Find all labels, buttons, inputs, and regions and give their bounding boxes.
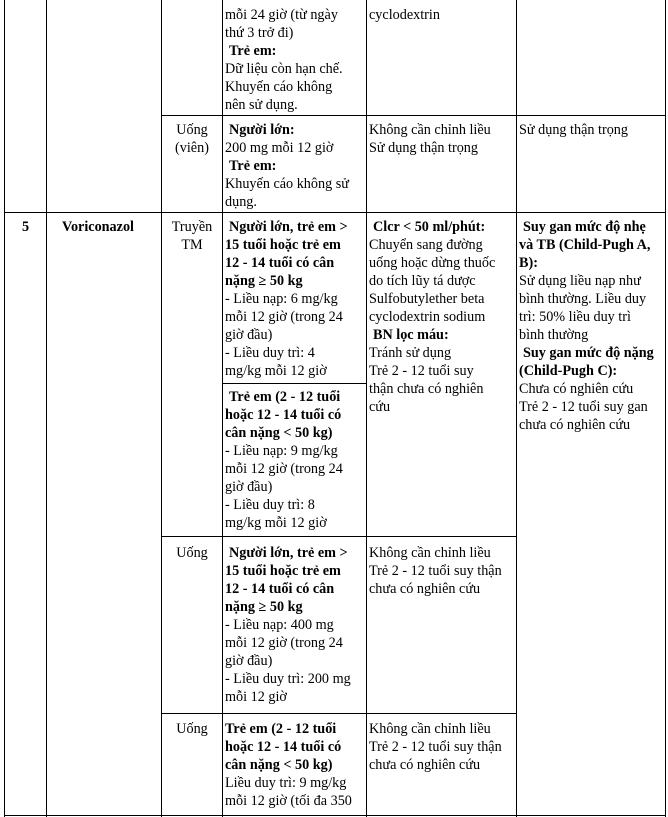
iv-dialysis-text-3: thận chưa có nghiên — [369, 381, 484, 397]
column-divider-4 — [366, 0, 367, 817]
iv-hepatic-cell — [519, 218, 654, 434]
drug-name: Voriconazol — [62, 219, 134, 235]
table-border-right — [665, 0, 666, 817]
prev-renal-cell — [369, 6, 440, 24]
oral-adult-route — [162, 544, 222, 562]
iv-child-text-4: - Liều duy trì: 8 — [225, 497, 315, 513]
oral-adult-label-2: 15 tuổi hoặc trẻ em — [225, 563, 341, 579]
prev-oral-hepatic-cell — [519, 121, 628, 139]
iv-dialysis-text-2: Trẻ 2 - 12 tuổi suy — [369, 363, 474, 379]
oral-adult-label-1: Người lớn, trẻ em > — [229, 545, 348, 561]
iv-route — [162, 218, 222, 254]
prev-oral-child-line-2: dụng. — [225, 194, 257, 210]
prev-oral-renal-line-2: Sử dụng thận trọng — [369, 140, 478, 156]
hep-mild-text-3: trì: 50% liều duy trì — [519, 309, 631, 325]
iv-child-text-2: mỗi 12 giờ (trong 24 — [225, 461, 343, 477]
drug-name-cell — [62, 218, 134, 236]
oral-adult-text-4: - Liều duy trì: 200 mg — [225, 671, 351, 687]
hep-mild-label-3: B): — [519, 255, 538, 271]
hep-severe-label-1: Suy gan mức độ nặng — [523, 345, 654, 361]
prev-child-line-1: Dữ liệu còn hạn chế. — [225, 61, 343, 77]
iv-child-dosage-cell — [225, 388, 343, 532]
table-border-bottom — [4, 815, 666, 816]
iv-dialysis-text-4: cứu — [369, 399, 391, 415]
oral-child-route — [162, 720, 222, 738]
iv-dialysis-label: BN lọc máu: — [373, 327, 449, 343]
oral-adult-renal-3: chưa có nghiên cứu — [369, 581, 481, 597]
column-divider-5 — [516, 0, 517, 817]
column-divider-3 — [222, 0, 223, 817]
oral-adult-label-4: nặng ≥ 50 kg — [225, 599, 303, 615]
oral-adult-text-3: giờ đầu) — [225, 653, 273, 669]
oral-adult-renal-1: Không cần chỉnh liều — [369, 545, 491, 561]
prev-oral-child-label: Trẻ em: — [229, 158, 277, 174]
iv-child-text-3: giờ đầu) — [225, 479, 273, 495]
oral-adult-label-3: 12 - 14 tuổi có cân — [225, 581, 335, 597]
prev-oral-route-line-1: Uống — [176, 122, 208, 138]
prev-oral-adult-label: Người lớn: — [229, 122, 295, 138]
row-divider-oral-adult — [161, 536, 517, 537]
oral-child-route-text: Uống — [176, 721, 208, 737]
hep-severe-text-1: Chưa có nghiên cứu — [519, 381, 634, 397]
hep-severe-label-2: (Child-Pugh C): — [519, 363, 618, 379]
iv-child-label-3: cân nặng < 50 kg) — [225, 425, 333, 441]
prev-child-label: Trẻ em: — [229, 43, 277, 59]
oral-adult-text-5: mỗi 12 giờ — [225, 689, 287, 705]
hep-mild-label-2: và TB (Child-Pugh A, — [519, 237, 651, 253]
row-divider-voriconazol — [4, 212, 666, 213]
row-number — [5, 218, 46, 236]
iv-adult-dosage-cell — [225, 218, 348, 380]
hep-mild-text-1: Sử dụng liều nạp như — [519, 273, 641, 289]
iv-child-text-5: mg/kg mỗi 12 giờ — [225, 515, 327, 531]
oral-adult-renal-2: Trẻ 2 - 12 tuổi suy thận — [369, 563, 502, 579]
hep-severe-text-2: Trẻ 2 - 12 tuổi suy gan — [519, 399, 648, 415]
oral-child-label-1: Trẻ em (2 - 12 tuổi — [225, 721, 337, 737]
prev-oral-child-line-1: Khuyến cáo không sử — [225, 176, 349, 192]
iv-renal-text-1: Chuyển sang đường — [369, 237, 483, 253]
iv-adult-label-4: nặng ≥ 50 kg — [225, 273, 303, 289]
iv-adult-text-1: - Liều nạp: 6 mg/kg — [225, 291, 338, 307]
oral-adult-text-2: mỗi 12 giờ (trong 24 — [225, 635, 343, 651]
prev-oral-dosage-cell — [225, 121, 349, 211]
iv-child-label-2: hoặc 12 - 14 tuổi có — [225, 407, 342, 423]
hep-mild-label-1: Suy gan mức độ nhẹ — [523, 219, 646, 235]
prev-oral-route — [162, 121, 222, 157]
row-divider-iv-child — [222, 383, 367, 384]
iv-adult-text-4: - Liều duy trì: 4 — [225, 345, 315, 361]
prev-oral-hepatic-line: Sử dụng thận trọng — [519, 122, 628, 138]
oral-child-dosage-cell — [225, 720, 352, 810]
oral-child-renal-cell — [369, 720, 502, 774]
iv-child-label-1: Trẻ em (2 - 12 tuổi — [229, 389, 341, 405]
prev-child-line-2: Khuyến cáo không — [225, 79, 333, 95]
hep-mild-text-2: bình thường. Liều duy — [519, 291, 647, 307]
column-divider-1 — [46, 0, 47, 817]
oral-child-text-1: Liều duy trì: 9 mg/kg — [225, 775, 347, 791]
iv-renal-text-3: do tích lũy tá dược — [369, 273, 476, 289]
iv-child-text-1: - Liều nạp: 9 mg/kg — [225, 443, 338, 459]
oral-adult-text-1: - Liều nạp: 400 mg — [225, 617, 334, 633]
oral-child-renal-2: Trẻ 2 - 12 tuổi suy thận — [369, 739, 502, 755]
prev-oral-renal-cell — [369, 121, 491, 157]
iv-adult-text-2: mỗi 12 giờ (trong 24 — [225, 309, 343, 325]
prev-dose-line-1: mỗi 24 giờ (từ ngày — [225, 7, 338, 23]
hep-severe-text-3: chưa có nghiên cứu — [519, 417, 631, 433]
oral-adult-dosage-cell — [225, 544, 351, 706]
iv-renal-text-5: cyclodextrin sodium — [369, 309, 486, 325]
oral-adult-route-text: Uống — [176, 545, 208, 561]
prev-oral-adult-text: 200 mg mỗi 12 giờ — [225, 140, 334, 156]
iv-route-line-1: Truyền — [171, 219, 213, 235]
iv-adult-label-2: 15 tuổi hoặc trẻ em — [225, 237, 341, 253]
iv-adult-text-5: mg/kg mỗi 12 giờ — [225, 363, 327, 379]
table-border-left — [4, 0, 5, 817]
iv-route-line-2: TM — [181, 237, 203, 253]
iv-renal-text-2: uống hoặc dừng thuốc — [369, 255, 496, 271]
iv-adult-text-3: giờ đầu) — [225, 327, 273, 343]
iv-adult-label-1: Người lớn, trẻ em > — [229, 219, 348, 235]
row-divider-oral-child — [161, 713, 517, 714]
oral-child-label-2: hoặc 12 - 14 tuổi có — [225, 739, 342, 755]
oral-child-renal-1: Không cần chỉnh liều — [369, 721, 491, 737]
row-divider-oral-tablet — [161, 115, 666, 116]
prev-dose-line-2: thứ 3 trở đi) — [225, 25, 294, 41]
prev-renal-line: cyclodextrin — [369, 7, 440, 23]
oral-adult-renal-cell — [369, 544, 502, 598]
prev-oral-route-line-2: (viên) — [175, 140, 209, 156]
iv-renal-cell — [369, 218, 495, 416]
prev-child-line-3: nên sử dụng. — [225, 97, 298, 113]
iv-dialysis-text-1: Tránh sử dụng — [369, 345, 452, 361]
prev-oral-renal-line-1: Không cần chỉnh liều — [369, 122, 491, 138]
oral-child-renal-3: chưa có nghiên cứu — [369, 757, 481, 773]
iv-renal-label: Clcr < 50 ml/phút: — [373, 219, 486, 235]
iv-adult-label-3: 12 - 14 tuổi có cân — [225, 255, 335, 271]
oral-child-label-3: cân nặng < 50 kg) — [225, 757, 333, 773]
prev-dosage-cell — [225, 6, 343, 114]
row-number-text: 5 — [21, 219, 30, 235]
hep-mild-text-4: bình thường — [519, 327, 589, 343]
iv-renal-text-4: Sulfobutylether beta — [369, 291, 485, 307]
oral-child-text-2: mỗi 12 giờ (tối đa 350 — [225, 793, 352, 809]
